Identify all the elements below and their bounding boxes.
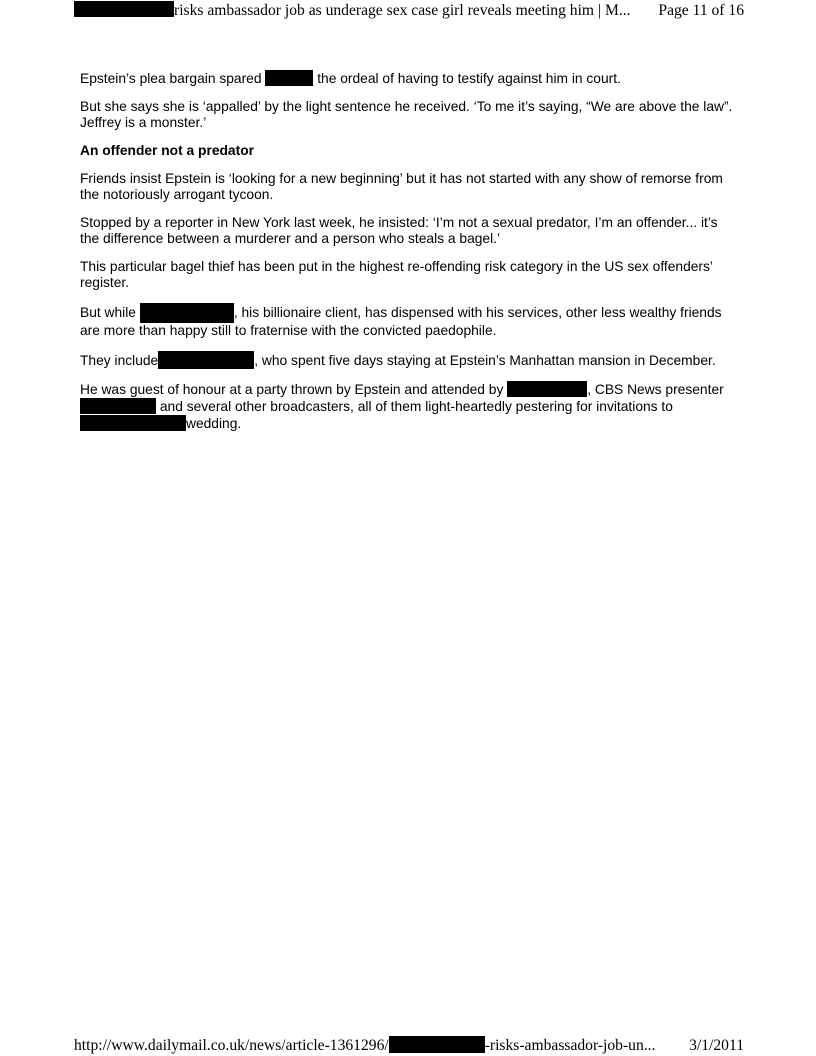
paragraph: But she says she is ‘appalled’ by the light sentence he received. ‘To me it’s saying, “We are above the law”. Jeffrey is a monster.’ [80, 99, 733, 130]
redaction-block [507, 381, 587, 397]
article-body [80, 70, 740, 444]
section-heading: An offender not a predator [80, 143, 254, 158]
redaction-block [158, 351, 254, 369]
paragraph: Epstein’s plea bargain spared the ordeal of having to testify against him in court. [80, 71, 621, 86]
redaction-block [389, 1036, 485, 1053]
paragraph: This particular bagel thief has been put in the highest re-offending risk category in the US sex offenders’ register. [80, 259, 713, 290]
page-footer [74, 1036, 744, 1056]
header-page-number: Page 11 of 16 [658, 2, 744, 19]
redaction-block [80, 415, 186, 431]
redaction-block [265, 70, 313, 86]
paragraph: But while , his billionaire client, has dispensed with his services, other less wealthy friends are more than happy still to fraternise with the convicted paedophile. [80, 305, 722, 338]
header-title: risks ambassador job as underage sex case girl reveals meeting him | M... [174, 2, 631, 19]
paragraph: Friends insist Epstein is ‘looking for a new beginning’ but it has not started with any show of remorse from the notoriously arrogant tycoon. [80, 171, 723, 202]
paragraph: They include , who spent five days staying at Epstein’s Manhattan mansion in December. [80, 353, 716, 368]
redaction-block [80, 398, 156, 414]
page-header [74, 0, 744, 24]
paragraph: Stopped by a reporter in New York last week, he insisted: ‘I’m not a sexual predator, I’m an offender... it’s the difference between a murderer and a person who steals a bagel.’ [80, 215, 718, 246]
footer-date: 3/1/2011 [689, 1037, 744, 1054]
redaction-block [140, 303, 234, 323]
redaction-block [74, 1, 174, 17]
header-title-line [74, 0, 631, 22]
paragraph: He was guest of honour at a party thrown by Epstein and attended by , CBS News presenter and several other broadcasters, all of them light-heartedly pestering for invitations to wedding. [80, 382, 724, 431]
footer-url: http://www.dailymail.co.uk/news/article-1361296/ -risks-ambassador-job-un... [74, 1037, 656, 1054]
